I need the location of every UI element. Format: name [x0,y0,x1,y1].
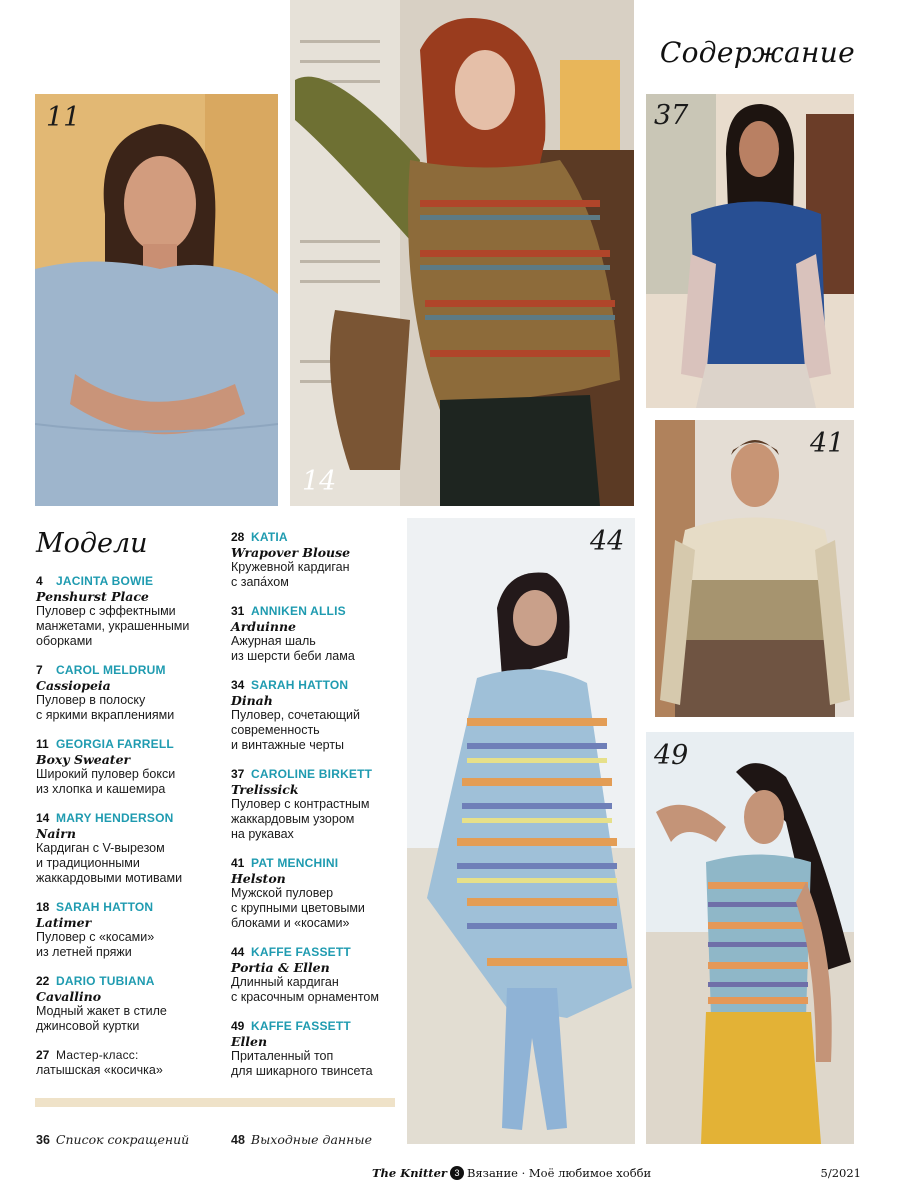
entry-description-line: Широкий пуловер бокси [36,767,176,781]
photo-boxy-sweater[interactable] [35,94,278,506]
entry-title: Arduinne [231,619,296,634]
entry-author: CAROLINE BIRKETT [251,767,373,781]
contents-entry[interactable] [36,900,211,960]
contents-entry[interactable] [231,767,401,842]
entry-title: Wrapover Blouse [231,545,351,560]
entry-description-line: с крупными цветовыми [231,901,365,915]
entry-author: SARAH HATTON [56,900,154,914]
page-footer [372,1166,651,1180]
entry-title: Ellen [231,1034,268,1049]
link-page-number: 48 [231,1133,245,1147]
photo-page-number: 44 [590,526,625,557]
entry-page-number: 34 [231,678,245,692]
entry-page-number: 7 [36,663,43,677]
link-label: Выходные данные [250,1132,372,1147]
entry-description-line: и винтажные черты [231,738,345,752]
issue-number: 5/2021 [820,1166,861,1180]
entry-description-line: жаккардовыми мотивами [36,871,183,885]
entry-description-line: для шикарного твинсета [231,1064,373,1078]
entry-author: PAT MENCHINI [251,856,339,870]
contents-entry[interactable] [36,663,211,723]
contents-entry[interactable] [36,574,211,649]
entry-description-line: Пуловер с «косами» [36,930,155,944]
page-title: Содержание [659,36,855,69]
entry-description-line: джинсовой куртки [36,1019,140,1033]
photo-page-number: 11 [46,102,81,133]
contents-entry[interactable] [231,945,401,1005]
entry-description-line: Длинный кардиган [231,975,339,989]
entry-page-number: 27 [36,1048,50,1062]
entry-author: KATIA [251,530,288,544]
entry-page-number: 14 [36,811,50,825]
photo-blue-sweater[interactable] [646,94,854,408]
entry-author: KAFFE FASSETT [251,1019,351,1033]
contents-entry[interactable] [231,530,401,590]
photo-colorblock-sweater[interactable] [655,420,854,717]
entry-author: SARAH HATTON [251,678,349,692]
entry-title: Portia & Ellen [231,960,330,975]
entry-page-number: 44 [231,945,245,959]
imprint-link[interactable] [231,1132,372,1147]
entry-description-line: латышская «косичка» [36,1063,163,1077]
photo-patterned-top[interactable] [646,732,854,1144]
section-heading: Модели [36,528,148,559]
entry-page-number: 28 [231,530,245,544]
entry-description-line: Мужской пуловер [231,886,334,900]
entry-description-line: и традиционными [36,856,140,870]
entry-description-line: из летней пряжи [36,945,132,959]
entry-description-line: Пуловер с эффектными [36,604,176,618]
entry-description-line: с красочным орнаментом [231,990,379,1004]
entry-description-line: манжетами, украшенными [36,619,190,633]
photo-page-number: 14 [302,466,337,497]
entry-page-number: 31 [231,604,245,618]
contents-entry[interactable] [36,737,211,797]
entry-author: KAFFE FASSETT [251,945,351,959]
entry-title: Trelissick [231,782,299,797]
contents-entry-masterclass[interactable] [36,1048,211,1078]
page-number-badge: 3 [450,1166,464,1180]
entry-title: Boxy Sweater [36,752,131,767]
magazine-brand: The Knitter [372,1166,447,1180]
entry-author: DARIO TUBIANA [56,974,155,988]
entry-description-line: Кружевной кардиган [231,560,350,574]
entry-page-number: 41 [231,856,245,870]
abbreviations-link[interactable] [36,1132,189,1147]
entry-title: Latimer [36,915,92,930]
entry-description-line: оборками [36,634,93,648]
contents-entry[interactable] [36,974,211,1034]
entry-description-line: с запа́хом [231,575,289,589]
entry-title: Cavallino [36,989,102,1004]
photo-page-number: 41 [810,428,845,459]
entry-description-line: Пуловер в полоску [36,693,146,707]
contents-entry[interactable] [231,856,401,931]
entry-page-number: 11 [36,737,49,751]
entry-description-line: с яркими вкраплениями [36,708,175,722]
entry-title: Dinah [231,693,273,708]
contents-entry[interactable] [231,604,401,664]
entry-author: JACINTA BOWIE [56,574,154,588]
entry-author: GEORGIA FARRELL [56,737,174,751]
entry-description-line: из шерсти беби лама [231,649,355,663]
entry-author: MARY HENDERSON [56,811,174,825]
contents-entry[interactable] [231,1019,401,1079]
entry-author: ANNIKEN ALLIS [251,604,346,618]
entry-description-line: жаккардовым узором [231,812,355,826]
entry-title: Penshurst Place [36,589,149,604]
section-divider [35,1098,395,1107]
contents-entry[interactable] [36,811,211,886]
entry-page-number: 22 [36,974,50,988]
entry-description-line: Пуловер с контрастным [231,797,370,811]
link-page-number: 36 [36,1133,50,1147]
photo-page-number: 37 [654,100,689,131]
photo-page-number: 49 [654,740,689,771]
entry-label: Мастер-класс: [56,1048,139,1062]
entry-description-line: современность [231,723,320,737]
entry-author: CAROL MELDRUM [56,663,166,677]
entry-description-line: Модный жакет в стиле [36,1004,167,1018]
entry-title: Cassiopeia [36,678,111,693]
entry-title: Helston [231,871,286,886]
photo-long-cardigan[interactable] [407,518,635,1144]
contents-column-right [231,530,401,1093]
magazine-tagline: Вязание · Моё любимое хобби [466,1166,652,1180]
contents-entry[interactable] [231,678,401,753]
entry-page-number: 4 [36,574,43,588]
link-label: Список сокращений [55,1132,190,1147]
entry-description-line: Кардиган с V-вырезом [36,841,165,855]
contents-column-left [36,574,211,1092]
entry-page-number: 18 [36,900,50,914]
entry-description-line: Ажурная шаль [231,634,316,648]
entry-description-line: из хлопка и кашемира [36,782,166,796]
entry-page-number: 49 [231,1019,245,1033]
entry-page-number: 37 [231,767,245,781]
entry-title: Nairn [36,826,76,841]
entry-description-line: Пуловер, сочетающий [231,708,360,722]
photo-fair-isle-cardigan[interactable] [290,0,634,506]
entry-description-line: Приталенный топ [231,1049,334,1063]
entry-description-line: на рукавах [231,827,294,841]
entry-description-line: блоками и «косами» [231,916,350,930]
